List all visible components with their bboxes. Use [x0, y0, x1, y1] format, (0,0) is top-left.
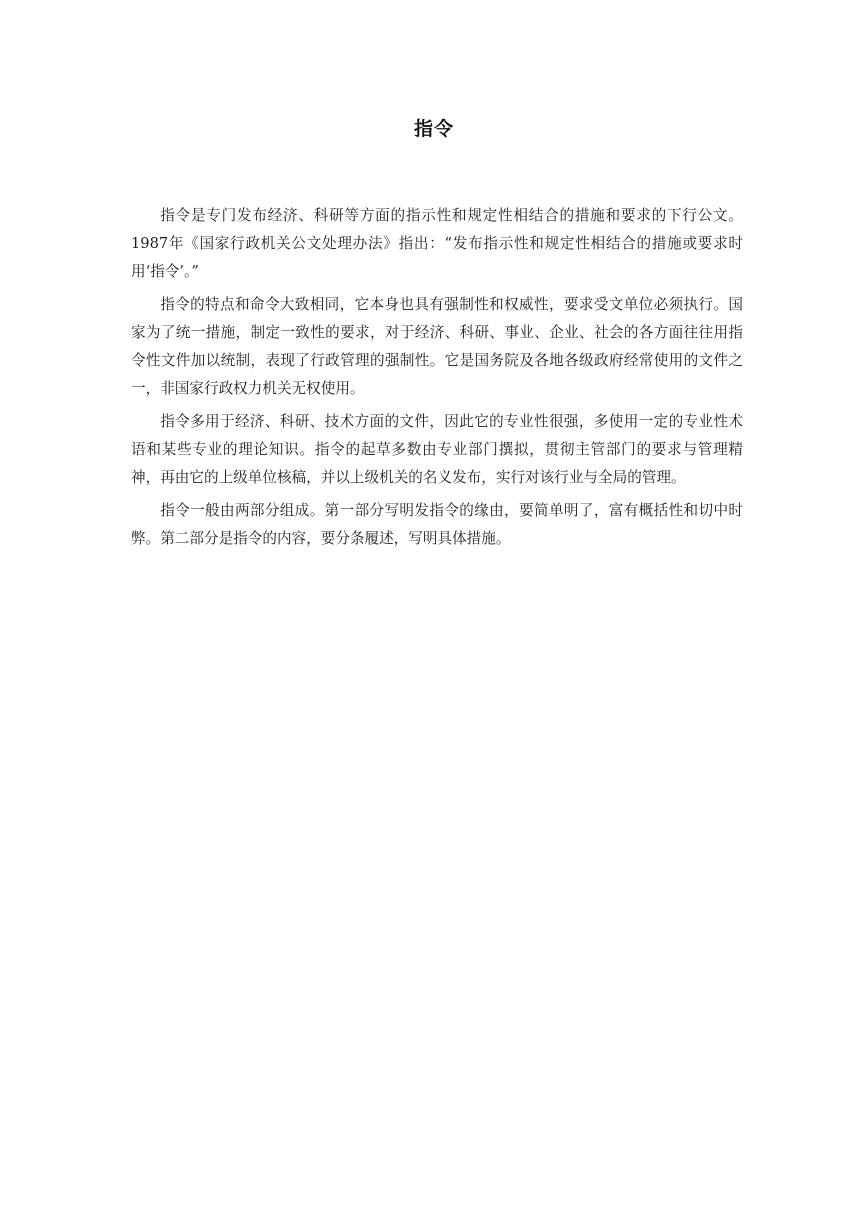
- paragraph-2: 指令的特点和命令大致相同，它本身也具有强制性和权威性，要求受文单位必须执行。国家为了统一措施，制定一致性的要求，对于经济、科研、事业、企业、社会的各方面往往用指令性文件加以统制，表现了行政管理的强制性。它是国务院及各地各级政府经常使用的文件之一，非国家行政权力机关无权使用。: [131, 296, 743, 397]
- paragraph-1: 指令是专门发布经济、科研等方面的指示性和规定性相结合的措施和要求的下行公文。1987年《国家行政机关公文处理办法》指出：“发布指示性和规定性相结合的措施或要求时用‘指令’。”: [131, 207, 743, 280]
- document-title: 指令: [413, 118, 454, 140]
- paragraph-3: 指令多用于经济、科研、技术方面的文件，因此它的专业性很强，多使用一定的专业性术语和某些专业的理论知识。指令的起草多数由专业部门撰拟，贯彻主管部门的要求与管理精神，再由它的上级单位核稿，并以上级机关的名义发布，实行对该行业与全局的管理。: [131, 413, 743, 486]
- document-body: [131, 202, 743, 558]
- paragraph-4: 指令一般由两部分组成。第一部分写明发指令的缘由，要简单明了，富有概括性和切中时弊。第二部分是指令的内容，要分条履述，写明具体措施。: [131, 502, 743, 547]
